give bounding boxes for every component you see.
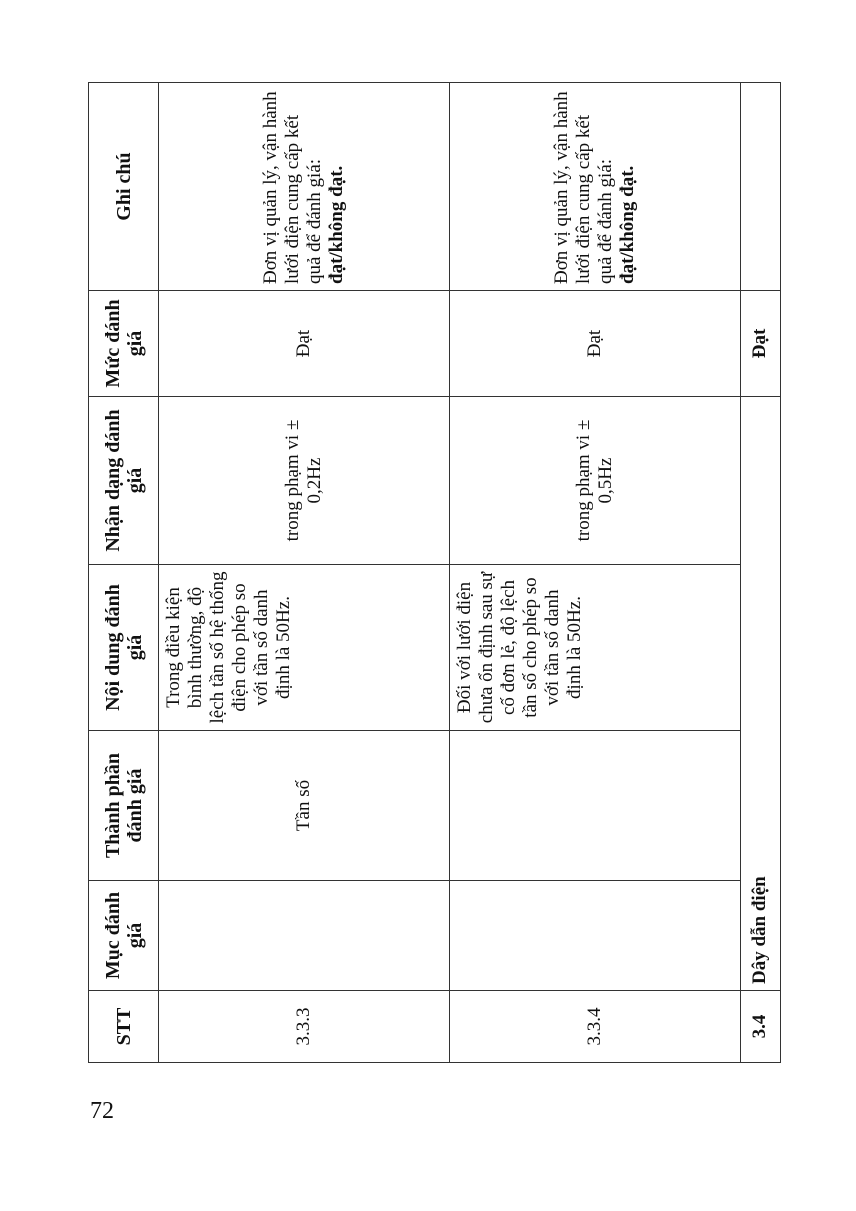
row-stt: 3.3.4 [450, 991, 741, 1063]
row-nhan-dang: trong phạm vi ± 0,5Hz [450, 397, 741, 565]
row-ghi-chu [450, 83, 741, 291]
row-muc [450, 881, 741, 991]
table-header-row [89, 83, 159, 1063]
header-muc: Mục đánh giá [89, 881, 159, 991]
table-row [159, 83, 450, 1063]
page-number: 72 [90, 1098, 114, 1124]
evaluation-table [88, 82, 781, 1063]
header-ghi-chu: Ghi chú [89, 83, 159, 291]
section-muc-danh-gia: Đạt [740, 291, 780, 397]
table-row [450, 83, 741, 1063]
header-thanh-phan: Thành phần đánh giá [89, 731, 159, 881]
row-stt: 3.3.3 [159, 991, 450, 1063]
header-noi-dung: Nội dung đánh giá [89, 565, 159, 731]
row-nhan-dang: trong phạm vi ± 0,2Hz [159, 397, 450, 565]
header-stt: STT [89, 991, 159, 1063]
row-noi-dung: Trong điều kiện bình thường, độ lệch tần số hệ thống điện cho phép so với tần số danh định là 50Hz. [159, 565, 450, 731]
row-ghi-chu [159, 83, 450, 291]
ghi-chu-text: Đơn vị quản lý, vận hành lưới điện cung cấp kết quả để đánh giá: [550, 91, 616, 284]
section-ghi-chu [740, 83, 780, 291]
ghi-chu-text: Đơn vị quản lý, vận hành lưới điện cung cấp kết quả để đánh giá: [260, 91, 326, 284]
row-muc [159, 881, 450, 991]
header-muc-danh-gia: Mức đánh giá [89, 291, 159, 397]
row-muc-danh-gia: Đạt [159, 291, 450, 397]
ghi-chu-bold: đạt/không đạt. [616, 165, 638, 284]
header-nhan-dang: Nhận dạng đánh giá [89, 397, 159, 565]
row-thanh-phan [450, 731, 741, 881]
section-row [740, 83, 780, 1063]
section-title: Dây dẫn điện [740, 397, 780, 991]
row-thanh-phan: Tần số [159, 731, 450, 881]
row-muc-danh-gia: Đạt [450, 291, 741, 397]
row-noi-dung: Đối với lưới điện chưa ổn định sau sự cố đơn lẻ, độ lệch tần số cho phép so với tần số danh định là 50Hz. [450, 565, 741, 731]
section-stt: 3.4 [740, 991, 780, 1063]
ghi-chu-bold: đạt/không đạt. [326, 165, 348, 284]
rotated-table-wrapper [88, 83, 781, 1063]
